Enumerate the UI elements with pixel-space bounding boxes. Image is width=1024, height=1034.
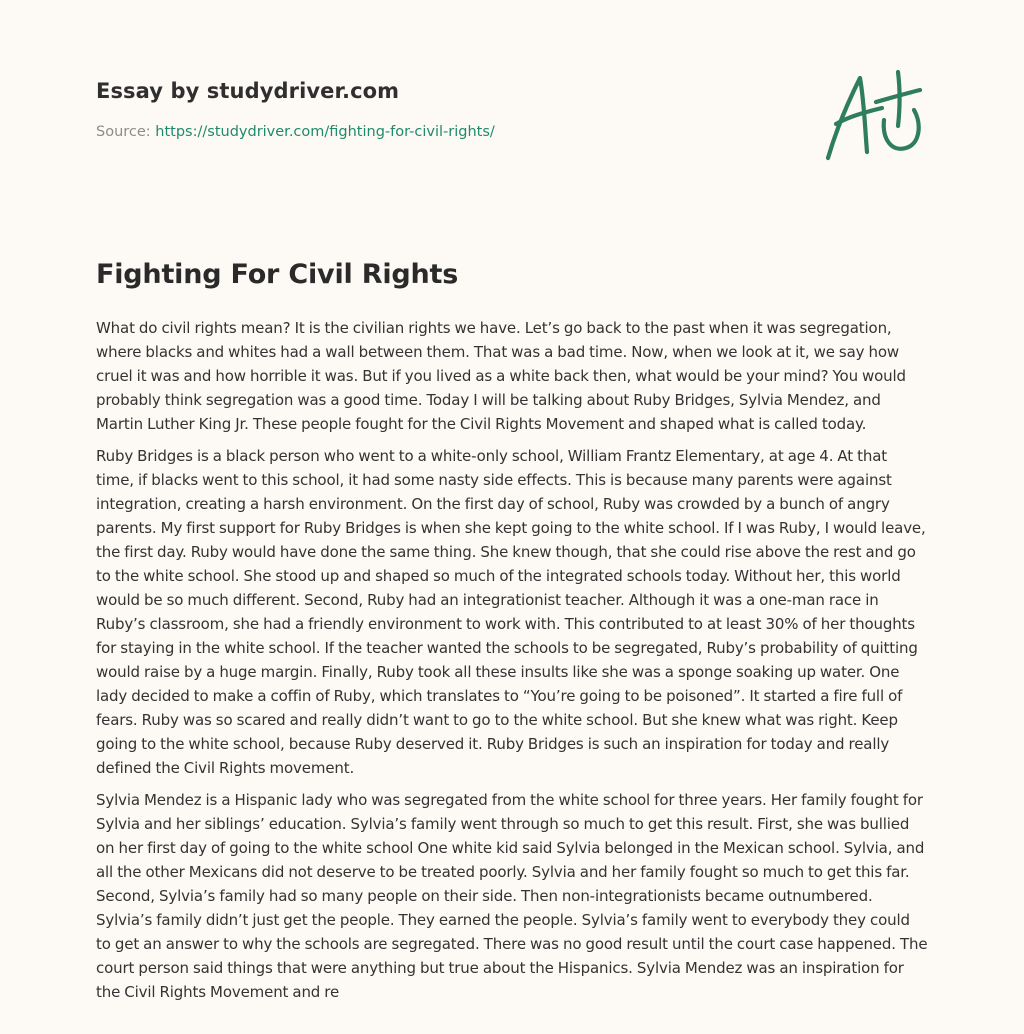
source-line	[96, 123, 796, 141]
essay-header	[96, 74, 796, 141]
source-label: Source:	[96, 124, 156, 140]
site-title: Essay by studydriver.com	[96, 79, 400, 103]
a-plus-grade-icon	[820, 68, 928, 164]
essay-body	[96, 316, 928, 1012]
essay-paragraph: Ruby Bridges is a black person who went to a white-only school, William Frantz Elementary, at age 4. At that time, if blacks went to this school, it had some nasty side effects. This is because many parents were against integration, creating a harsh environment. On the first day of school, Ruby was crowded by a bunch of angry parents. My first support for Ruby Bridges is when she kept going to the white school. If I was Ruby, I would leave, the first day. Ruby would have done the same thing. She knew though, that she could rise above the rest and go to the white school. She stood up and shaped so much of the integrated schools today. Without her, this world would be so much different. Second, Ruby had an integrationist teacher. Although it was a one-man race in Ruby’s classroom, she had a friendly environment to work with. This contributed to at least 30% of her thoughts for staying in the white school. If the teacher wanted the schools to be segregated, Ruby’s probability of quitting would raise by a huge margin. Finally, Ruby took all these insults like she was a sponge soaking up water. One lady decided to make a coffin of Ruby, which translates to “You’re going to be poisoned”. It started a fire full of fears. Ruby was so scared and really didn’t want to go to the white school. But she knew what was right. Keep going to the white school, because Ruby deserved it. Ruby Bridges is such an inspiration for today and really defined the Civil Rights movement.	[96, 447, 926, 777]
essay-title: Fighting For Civil Rights	[96, 259, 459, 290]
essay-paragraph: What do civil rights mean? It is the civilian rights we have. Let’s go back to the past when it was segregation, where blacks and whites had a wall between them. That was a bad time. Now, when we look at it, we say how cruel it was and how horrible it was. But if you lived as a white back then, what would be your mind? You would probably think segregation was a good time. Today I will be talking about Ruby Bridges, Sylvia Mendez, and Martin Luther King Jr. These people fought for the Civil Rights Movement and shaped what is called today.	[96, 319, 906, 433]
essay-paragraph: Sylvia Mendez is a Hispanic lady who was segregated from the white school for three years. Her family fought for Sylvia and her siblings’ education. Sylvia’s family went through so much to get this result. First, she was bullied on her first day of going to the white school One white kid said Sylvia belonged in the Mexican school. Sylvia, and all the other Mexicans did not deserve to be treated poorly. Sylvia and her family fought so much to get this far. Second, Sylvia’s family had so many people on their side. Then non-integrationists became outnumbered. Sylvia’s family didn’t just get the people. They earned the people. Sylvia’s family went to everybody they could to get an answer to why the schools are segregated. There was no good result until the court case happened. The court person said things that were anything but true about the Hispanics. Sylvia Mendez was an inspiration for the Civil Rights Movement and re	[96, 791, 928, 1001]
source-link[interactable]: https://studydriver.com/fighting-for-civil-rights/	[155, 124, 495, 140]
